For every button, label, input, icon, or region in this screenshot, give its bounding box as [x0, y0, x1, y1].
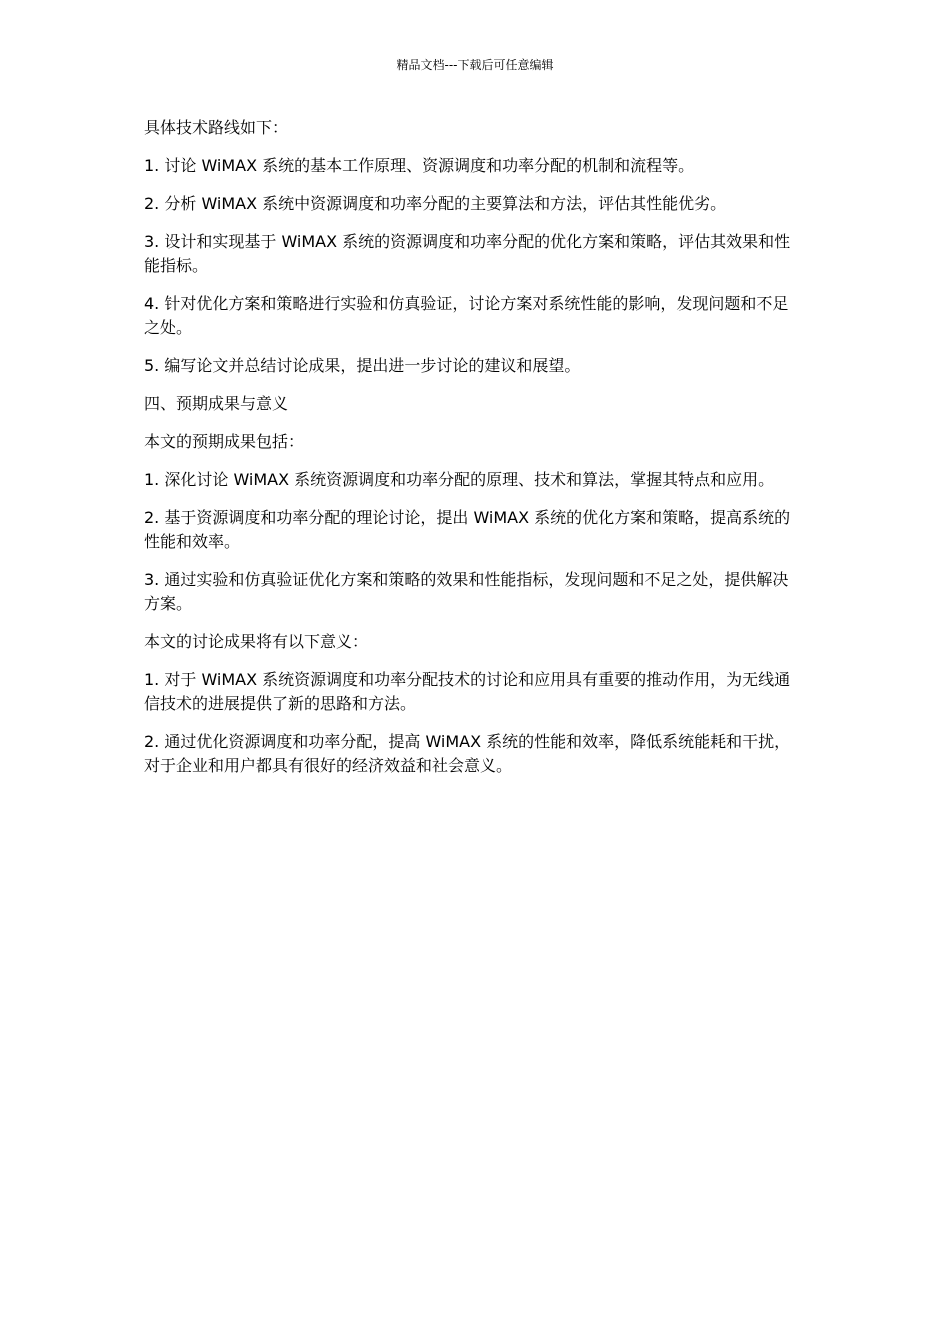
paragraph-significance-2: 2. 通过优化资源调度和功率分配，提高 WiMAX 系统的性能和效率，降低系统能耗和干扰，对于企业和用户都具有很好的经济效益和社会意义。: [144, 732, 791, 775]
paragraph-significance-intro: 本文的讨论成果将有以下意义：: [144, 632, 369, 651]
paragraph-route-intro: 具体技术路线如下：: [144, 118, 289, 137]
document-body: [144, 116, 804, 792]
paragraph-route-3: 3. 设计和实现基于 WiMAX 系统的资源调度和功率分配的优化方案和策略，评估其效果和性能指标。: [144, 232, 791, 275]
paragraph-results-intro: 本文的预期成果包括：: [144, 432, 305, 451]
paragraph-route-2: 2. 分析 WiMAX 系统中资源调度和功率分配的主要算法和方法，评估其性能优劣。: [144, 194, 727, 213]
page-header: 精品文档---下载后可任意编辑: [396, 58, 554, 72]
paragraph-result-2: 2. 基于资源调度和功率分配的理论讨论，提出 WiMAX 系统的优化方案和策略，提高系统的性能和效率。: [144, 508, 791, 551]
paragraph-significance-1: 1. 对于 WiMAX 系统资源调度和功率分配技术的讨论和应用具有重要的推动作用，为无线通信技术的进展提供了新的思路和方法。: [144, 670, 791, 713]
paragraph-result-1: 1. 深化讨论 WiMAX 系统资源调度和功率分配的原理、技术和算法，掌握其特点和应用。: [144, 470, 775, 489]
paragraph-result-3: 3. 通过实验和仿真验证优化方案和策略的效果和性能指标，发现问题和不足之处，提供解决方案。: [144, 570, 789, 613]
paragraph-route-4: 4. 针对优化方案和策略进行实验和仿真验证，讨论方案对系统性能的影响，发现问题和不足之处。: [144, 294, 789, 337]
paragraph-route-1: 1. 讨论 WiMAX 系统的基本工作原理、资源调度和功率分配的机制和流程等。: [144, 156, 695, 175]
section-heading-expected-results: 四、预期成果与意义: [144, 394, 289, 413]
paragraph-route-5: 5. 编写论文并总结讨论成果，提出进一步讨论的建议和展望。: [144, 356, 581, 375]
